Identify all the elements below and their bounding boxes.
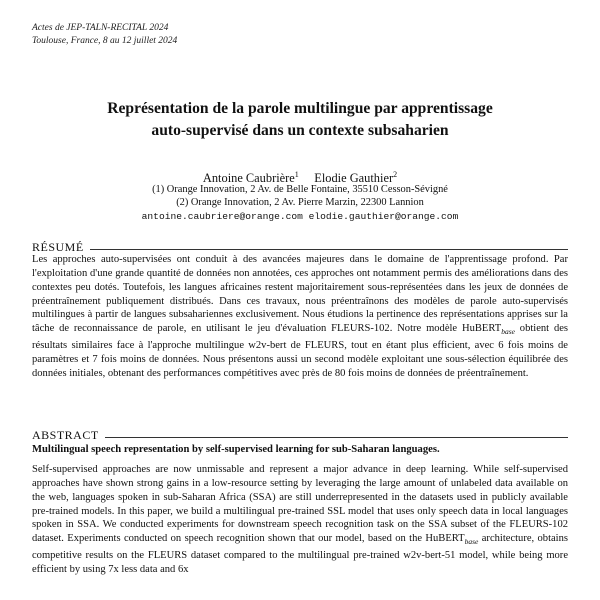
author-affiliation-mark: 2 xyxy=(393,170,398,179)
affiliation-line: (2) Orange Innovation, 2 Av. Pierre Marzin, 22300 Lannion xyxy=(176,197,424,209)
paper-title xyxy=(40,98,560,142)
english-title: Multilingual speech representation by self-supervised learning for sub-Saharan languages. xyxy=(32,444,440,455)
resume-subscript: base xyxy=(501,327,515,337)
affiliations xyxy=(40,183,560,210)
author-emails: antoine.caubriere@orange.com elodie.gauthier@orange.com xyxy=(141,211,459,222)
venue-line-2: Toulouse, France, 8 au 12 juillet 2024 xyxy=(32,36,178,46)
abstract-text-continued: architecture, obtains competitive results on the FLEURS dataset compared to the multilingual pre-trained w2v-bert-51 model, while being more efficient by using 7x less data and 6x xyxy=(32,533,568,576)
author-affiliation-mark: 1 xyxy=(294,170,299,179)
abstract-body xyxy=(32,463,568,577)
section-divider xyxy=(90,249,568,250)
resume-heading xyxy=(32,240,568,254)
abstract-heading-label: ABSTRACT xyxy=(32,428,99,442)
venue-info xyxy=(32,22,177,48)
paper-title-line-2: auto-supervisé dans un contexte subsaharien xyxy=(151,122,449,139)
affiliation-line: (1) Orange Innovation, 2 Av. de Belle Fontaine, 35510 Cesson-Sévigné xyxy=(152,184,448,195)
author-name: Elodie Gauthier xyxy=(314,171,394,186)
resume-body xyxy=(32,253,568,381)
abstract-text: Self-supervised approaches are now unmissable and represent a major advance in deep learning. While self-supervised approaches have shown strong gains in a low-resource setting by leveraging the large amount of unlabeled data available on the web, languages spoken in sub-Saharan Africa (SSA) are still underrepresented in the datasets used in publicly available pre-trained models. In this paper, we build a multilingual pre-trained SSL model that uses only speech data in local languages spoken in SSA. We conducted experiments for downstream speech recognition task on the SSA subset of the FLEURS-102 dataset. Experiments conducted on speech recognition shown that our model, based on the HuBERT xyxy=(32,464,568,545)
venue-line-1: Actes de JEP-TALN-RECITAL 2024 xyxy=(32,23,169,33)
paper-title-line-1: Représentation de la parole multilingue par apprentissage xyxy=(107,100,493,117)
abstract-subscript: base xyxy=(464,537,479,547)
resume-text-continued: obtient des résultats similaires face à l'approche multilingue w2v-bert de FLEURS, tout en étant plus efficient, avec 6 fois moins de paramètres et 7 fois moins de données. Nous présentons aussi un second modèle exploitant une sous-sélection équilibrée des données initiales, obtenant des performances compétitives avec près de 80 fois moins de données de préentraînement. xyxy=(32,323,569,379)
author-name: Antoine Caubrière xyxy=(202,171,295,186)
abstract-heading xyxy=(32,428,568,442)
resume-heading-label: RÉSUMÉ xyxy=(32,240,84,254)
section-divider xyxy=(105,437,568,438)
resume-text: Les approches auto-supervisées ont conduit à des avancées majeures dans le domaine de l'apprentissage profond. Par l'exploitation d'une grande quantité de données non annotées, ces approches ont notamment permis des améliorations dans des contextes peu dotés. Toutefois, les langues africaines restent majoritairement sous-représentées dans les jeux de données de préentraînement publiquement distribués. Dans ces travaux, nous préentraînons des modèles de parole auto-supervisés multilingues à partir de langues subsahariennes exclusivement. Nous étudions la pertinence des représentations apprises sur la tâche de reconnaissance de parole, en utilisant le jeu d'évaluation FLEURS-102. Notre modèle HuBERT xyxy=(32,254,568,335)
